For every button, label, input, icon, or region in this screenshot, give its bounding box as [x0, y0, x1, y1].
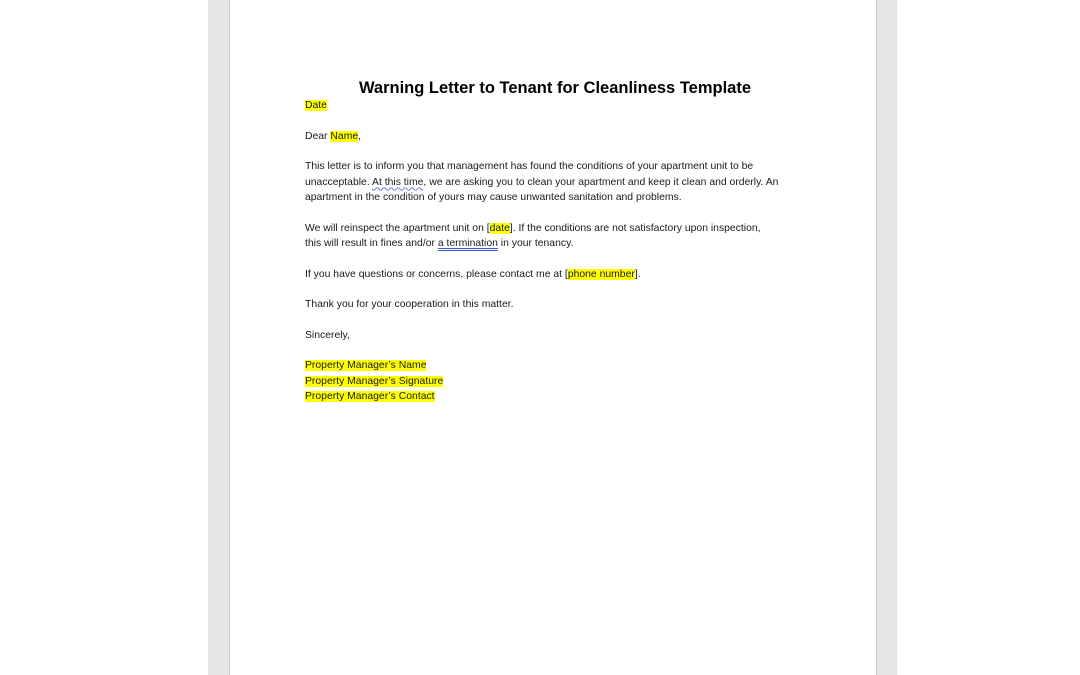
paragraph-reinspection-line-1	[305, 221, 805, 237]
paragraph-notice-line-1: This letter is to inform you that management has found the conditions of your apartment unit to be	[305, 161, 754, 172]
paragraph-contact	[305, 267, 805, 283]
phone-number-placeholder: phone number	[567, 268, 635, 280]
document-page	[229, 0, 877, 675]
date-placeholder: Date	[305, 100, 327, 111]
salutation	[305, 129, 805, 145]
paragraph-notice	[305, 159, 805, 206]
reinspection-text: We will reinspect the apartment unit on [	[305, 222, 490, 234]
name-placeholder: Name	[330, 130, 359, 142]
paragraph-notice-text-end: , we are asking you to clean your apartment and keep it clean and orderly. An	[423, 176, 779, 188]
reinspection-date-placeholder: date	[489, 222, 510, 234]
paragraph-notice-line-3: apartment in the condition of yours may cause unwanted sanitation and problems.	[305, 192, 682, 203]
property-manager-signature: Property Manager’s Signature	[305, 375, 444, 387]
reinspection-text-end: ]. If the conditions are not satisfactory upon inspection,	[509, 222, 761, 234]
contact-text: If you have questions or concerns, please contact me at [	[305, 268, 568, 280]
consequence-text-end: in your tenancy.	[497, 238, 574, 249]
consequence-text: this will result in fines and/or	[305, 238, 438, 249]
paragraph-notice-line-2	[305, 175, 805, 191]
paragraph-reinspection	[305, 221, 805, 252]
contact-text-end: ].	[634, 268, 641, 280]
closing: Sincerely,	[305, 329, 350, 341]
paragraph-thanks: Thank you for your cooperation in this matter.	[305, 299, 514, 310]
paragraph-notice-text: unacceptable.	[305, 176, 373, 188]
signature-block	[305, 358, 805, 405]
grammar-flag-at-this-time: At this time	[372, 176, 424, 188]
date-line	[305, 98, 805, 114]
property-manager-name: Property Manager’s Name	[305, 360, 427, 371]
paragraph-reinspection-line-2	[305, 236, 805, 252]
property-manager-contact: Property Manager’s Contact	[305, 391, 435, 402]
letter-body	[305, 78, 805, 405]
salutation-suffix: ,	[358, 130, 362, 142]
document-title: Warning Letter to Tenant for Cleanliness Template	[358, 79, 752, 97]
grammar-flag-a-termination: a termination	[437, 238, 498, 249]
salutation-prefix: Dear	[305, 130, 331, 142]
